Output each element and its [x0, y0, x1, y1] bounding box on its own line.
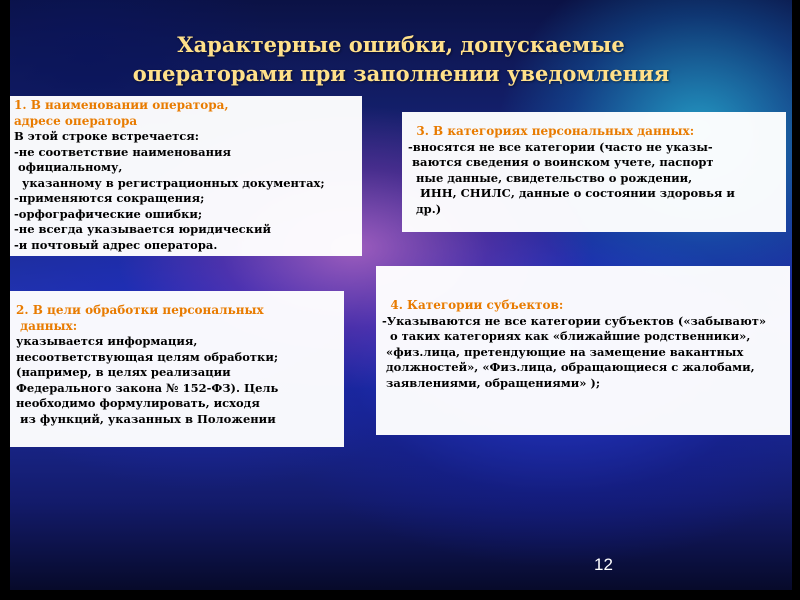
text-line: -вносятся не все категории (часто не указы- [408, 139, 713, 154]
text-line: несоответствующая целям обработки; [16, 349, 279, 364]
text-line: ные данные, свидетельство о рождении, [408, 170, 693, 185]
heading-line: 2. В цели обработки персональных [16, 303, 264, 317]
text-line: -не всегда указывается юридический [14, 222, 272, 236]
heading-line: адресе оператора [14, 113, 138, 128]
text-line: официальному, [14, 160, 123, 174]
text-line: должностей», «Физ.лица, обращающиеся с жалобами, [382, 360, 755, 374]
text-line: указывается информация, [16, 334, 198, 348]
box-processing-purpose [10, 291, 344, 447]
text-line: -применяются сокращения; [14, 191, 205, 205]
text-line: необходимо формулировать, исходя [16, 396, 260, 410]
heading-line: 4. Категории субъектов: [382, 298, 564, 312]
text-line: -и почтовый адрес оператора. [14, 237, 218, 252]
box-heading [14, 98, 362, 129]
box-heading [16, 303, 344, 334]
box-personal-data-categories [402, 112, 786, 232]
box-heading [382, 298, 790, 314]
text-line: ИНН, СНИЛС, данные о состоянии здоровья и [408, 186, 735, 200]
text-line: «физ.лица, претендующие на замещение вакантных [382, 344, 744, 359]
title-line-2: операторами при заполнении уведомления [132, 61, 670, 86]
heading-line: данных: [16, 318, 78, 333]
text-line: др.) [408, 201, 442, 216]
text-line: В этой строке встречается: [14, 129, 200, 143]
heading-line: 1. В наименовании оператора, [14, 98, 229, 112]
text-line: -не соответствие наименования [14, 144, 232, 159]
text-line: (например, в целях реализации [16, 365, 231, 379]
text-line: о таких категориях как «ближайшие родственники», [382, 329, 751, 343]
text-line: Федерального закона № 152-ФЗ). Цель [16, 380, 279, 395]
text-line: ваются сведения о воинском учете, паспорт [408, 155, 714, 169]
box-heading [408, 124, 786, 140]
heading-line: 3. В категориях персональных данных: [408, 124, 695, 138]
text-line: заявлениями, обращениями» ); [382, 375, 601, 390]
page-number: 12 [594, 555, 613, 574]
text-line: указанному в регистрационных документах; [14, 175, 325, 190]
text-line: -Указываются не все категории субъектов («забывают» [382, 313, 767, 328]
text-line: -орфографические ошибки; [14, 206, 203, 221]
title-line-1: Характерные ошибки, допускаемые [177, 32, 625, 57]
slide [10, 0, 792, 590]
text-line: из функций, указанных в Положении [16, 411, 276, 426]
box-subject-categories [376, 266, 790, 435]
box-operator-name [10, 96, 362, 256]
slide-title [40, 30, 762, 88]
